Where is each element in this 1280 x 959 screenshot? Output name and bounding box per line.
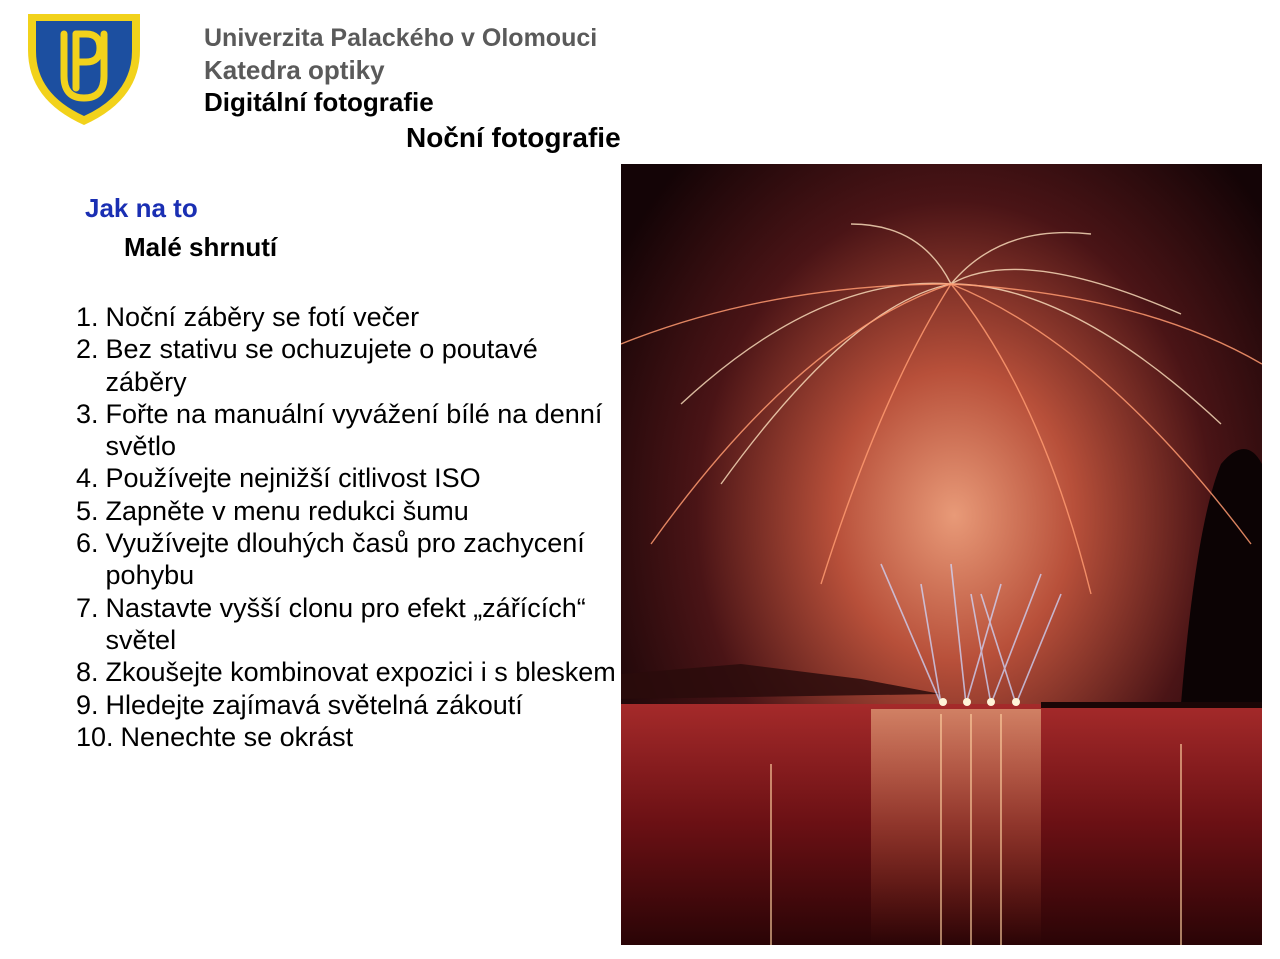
list-item-text: Zapněte v menu redukci šumu bbox=[105, 495, 469, 526]
list-item bbox=[76, 301, 616, 333]
list-item-text: Nastavte vyšší clonu pro efekt „zářících“ světel bbox=[105, 592, 586, 655]
list-item bbox=[76, 592, 616, 657]
list-item-text: Hledejte zajímavá světelná zákoutí bbox=[105, 689, 523, 720]
fireworks-over-lake-photo bbox=[621, 164, 1262, 945]
list-item-text: Zkoušejte kombinovat expozici i s bleskem bbox=[105, 657, 616, 688]
list-item-text: Nenechte se okrást bbox=[120, 721, 354, 752]
list-item-number: 2. bbox=[76, 334, 99, 365]
tips-list bbox=[76, 301, 616, 753]
list-item-text: Noční záběry se fotí večer bbox=[105, 302, 420, 332]
section-subheading: Malé shrnutí bbox=[124, 232, 278, 262]
list-item-text: Fořte na manuální vyvážení bílé na denní světlo bbox=[105, 398, 603, 462]
list-item bbox=[76, 721, 616, 753]
list-item-number: 3. bbox=[76, 398, 99, 429]
list-item bbox=[76, 462, 616, 494]
list-item-number: 9. bbox=[76, 689, 99, 720]
list-item-number: 6. bbox=[76, 528, 99, 559]
slide-title: Noční fotografie bbox=[406, 122, 621, 153]
list-item-text: Používejte nejnižší citlivost ISO bbox=[105, 463, 481, 494]
list-item-text: Bez stativu se ochuzujete o poutavé záběry bbox=[105, 334, 538, 397]
list-item bbox=[76, 398, 616, 463]
list-item-number: 4. bbox=[76, 463, 99, 494]
list-item-number: 7. bbox=[76, 592, 99, 623]
list-item bbox=[76, 656, 616, 688]
list-item-number: 5. bbox=[76, 495, 99, 526]
department-name: Katedra optiky bbox=[204, 55, 385, 85]
list-item bbox=[76, 527, 616, 592]
list-item-number: 8. bbox=[76, 657, 99, 688]
course-name: Digitální fotografie bbox=[204, 87, 434, 117]
list-item-number: 10. bbox=[76, 721, 114, 752]
list-item-number: 1. bbox=[76, 302, 99, 332]
university-name: Univerzita Palackého v Olomouci bbox=[204, 24, 598, 52]
list-item-text: Využívejte dlouhých časů pro zachycení pohybu bbox=[105, 528, 585, 591]
list-item bbox=[76, 689, 616, 721]
list-item bbox=[76, 333, 616, 398]
university-crest-icon bbox=[24, 10, 144, 128]
list-item bbox=[76, 495, 616, 527]
section-heading: Jak na to bbox=[85, 193, 198, 223]
